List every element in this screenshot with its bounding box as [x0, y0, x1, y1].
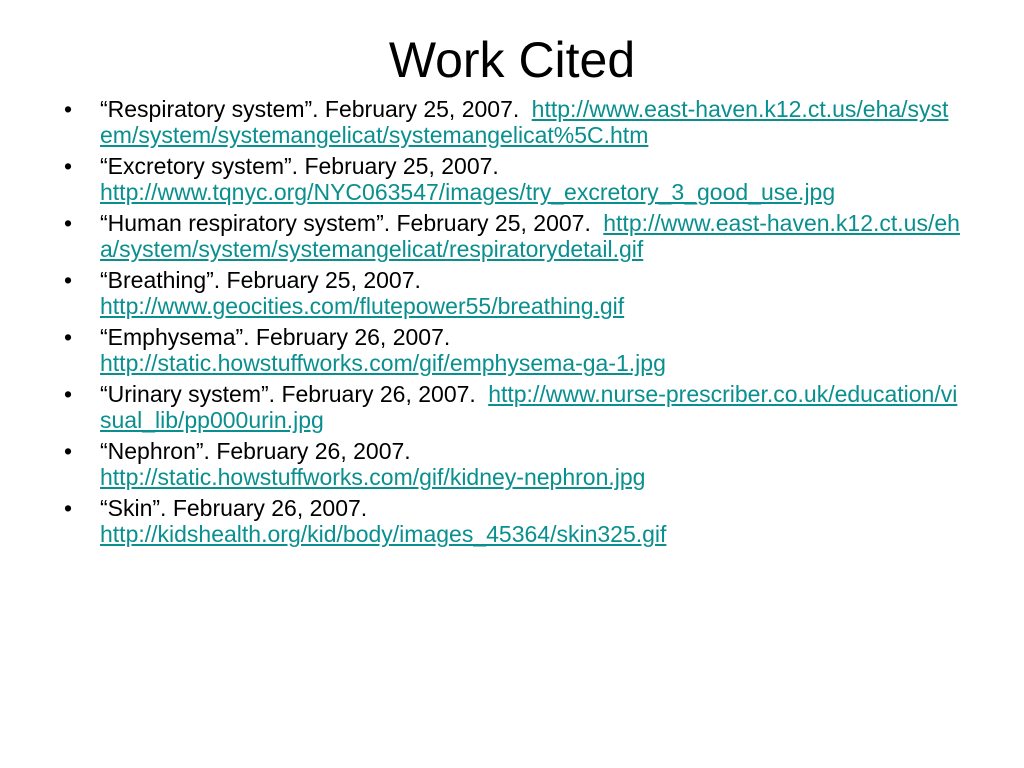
- citation-item: [64, 324, 960, 376]
- citation-list: [64, 96, 960, 552]
- citation-item: [64, 210, 960, 262]
- bullet-icon: •: [64, 495, 73, 521]
- citation-text: “Human respiratory system”. February 25, 2007.: [100, 210, 591, 236]
- bullet-icon: •: [64, 96, 73, 122]
- citation-link[interactable]: http://static.howstuffworks.com/gif/emphysema-ga-1.jpg: [100, 350, 666, 376]
- citation-item: [64, 96, 960, 148]
- citation-text: “Excretory system”. February 25, 2007.: [100, 153, 499, 179]
- bullet-icon: •: [64, 210, 73, 236]
- citation-item: [64, 267, 960, 319]
- citation-item: [64, 153, 960, 205]
- citation-item: [64, 495, 960, 547]
- citation-item: [64, 438, 960, 490]
- citation-link[interactable]: http://www.east-haven.k12.ct.us/eha/system/system/systemangelicat/systemangelicat%5C.htm: [100, 96, 949, 148]
- citation-text: “Breathing”. February 25, 2007.: [100, 267, 421, 293]
- citation-link[interactable]: http://www.nurse-prescriber.co.uk/education/visual_lib/pp000urin.jpg: [100, 381, 958, 433]
- citation-text: “Nephron”. February 26, 2007.: [100, 438, 411, 464]
- citation-link[interactable]: http://www.east-haven.k12.ct.us/eha/system/system/systemangelicat/respiratorydetail.gif: [100, 210, 960, 262]
- citation-text: “Urinary system”. February 26, 2007.: [100, 381, 476, 407]
- citation-link[interactable]: http://www.tqnyc.org/NYC063547/images/try_excretory_3_good_use.jpg: [100, 179, 836, 205]
- citation-item: [64, 381, 960, 433]
- citation-text: “Skin”. February 26, 2007.: [100, 495, 368, 521]
- bullet-icon: •: [64, 324, 73, 350]
- bullet-icon: •: [64, 153, 73, 179]
- slide-title: Work Cited: [388, 32, 636, 88]
- citation-text: “Emphysema”. February 26, 2007.: [100, 324, 451, 350]
- citation-link[interactable]: http://kidshealth.org/kid/body/images_45364/skin325.gif: [100, 521, 667, 547]
- citation-text: “Respiratory system”. February 25, 2007.: [100, 96, 520, 122]
- bullet-icon: •: [64, 267, 73, 293]
- bullet-icon: •: [64, 381, 73, 407]
- citation-link[interactable]: http://www.geocities.com/flutepower55/breathing.gif: [100, 293, 625, 319]
- bullet-icon: •: [64, 438, 73, 464]
- citation-link[interactable]: http://static.howstuffworks.com/gif/kidney-nephron.jpg: [100, 464, 646, 490]
